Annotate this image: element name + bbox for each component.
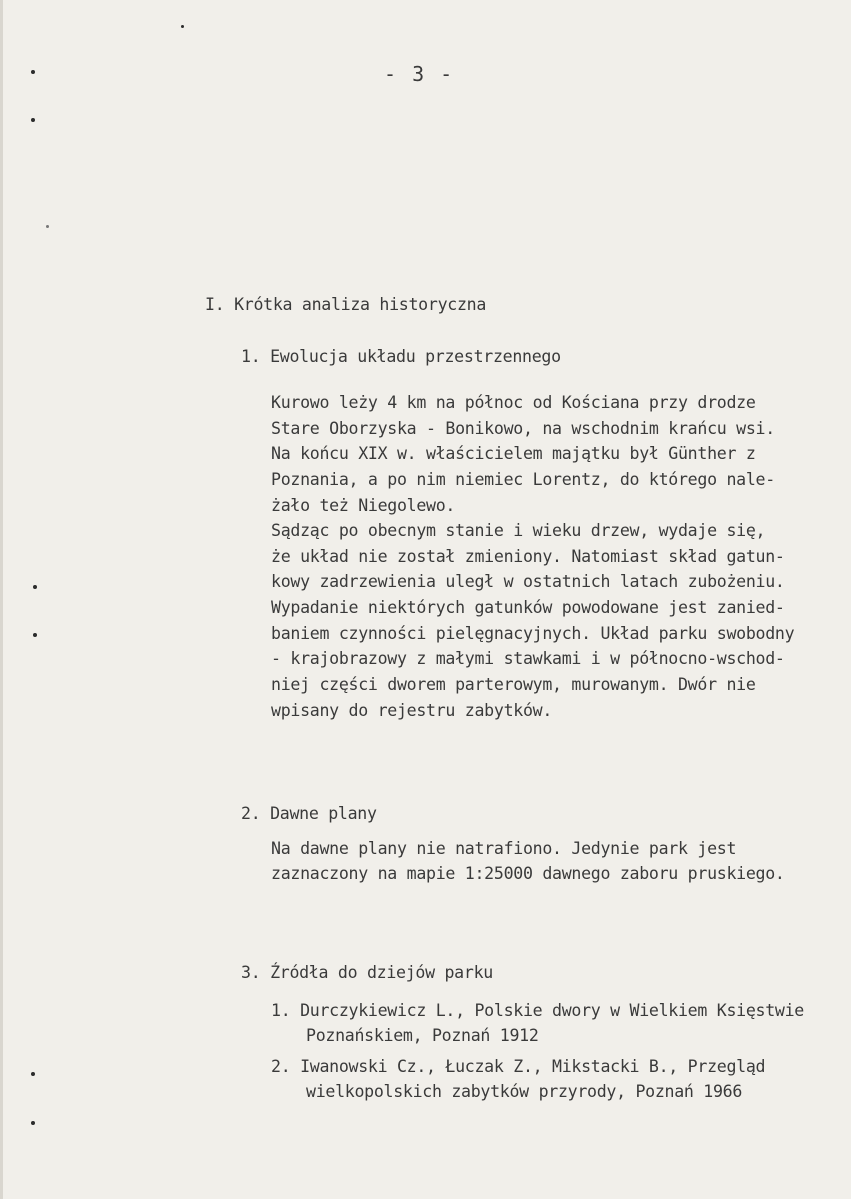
paragraph-line: Poznania, a po nim niemiec Lorentz, do którego nale- [271,470,775,489]
source-item-line: Poznańskiem, Poznań 1912 [306,1026,539,1045]
paragraph-line: Stare Oborzyska - Bonikowo, na wschodnim krańcu wsi. [271,419,775,438]
margin-mark [31,1121,35,1125]
subsection-title: 1. Ewolucja układu przestrzennego [241,347,561,366]
margin-mark [33,585,37,589]
paragraph-line: zaznaczony na mapie 1:25000 dawnego zaboru pruskiego. [271,864,785,883]
margin-mark [46,225,49,228]
paragraph-line: niej części dworem parterowym, murowanym. Dwór nie [271,675,756,694]
source-item-line: wielkopolskich zabytków przyrody, Poznań 1966 [306,1082,743,1101]
paragraph-line: żało też Niegolewo. [271,496,456,515]
margin-mark [33,633,37,637]
paragraph-line: Na dawne plany nie natrafiono. Jedynie park jest [271,839,737,858]
margin-mark [31,70,35,74]
margin-mark [181,25,184,28]
paragraph-line: Na końcu XIX w. właścicielem majątku był Günther z [271,444,756,463]
source-item-line: 2. Iwanowski Cz., Łuczak Z., Mikstacki B., Przegląd [271,1057,766,1076]
paragraph-line: Sądząc po obecnym stanie i wieku drzew, wydaje się, [271,521,766,540]
paragraph-line: baniem czynności pielęgnacyjnych. Układ parku swobodny [271,624,795,643]
source-item-line: 1. Durczykiewicz L., Polskie dwory w Wielkiem Księstwie [271,1001,804,1020]
subsection-title: 2. Dawne plany [241,804,377,823]
page-edge [0,0,3,1199]
margin-mark [31,118,35,122]
subsection-title: 3. Źródła do dziejów parku [241,963,493,982]
paragraph-line: Kurowo leży 4 km na północ od Kościana przy drodze [271,393,756,412]
section-heading: I. Krótka analiza historyczna [205,295,487,314]
paragraph-line: Wypadanie niektórych gatunków powodowane jest zanied- [271,598,785,617]
paragraph-line: - krajobrazowy z małymi stawkami i w północno-wschod- [271,649,785,668]
page-number: - 3 - [384,62,455,86]
paragraph-line: kowy zadrzewienia uległ w ostatnich latach zubożeniu. [271,572,785,591]
paragraph-line: że układ nie został zmieniony. Natomiast skład gatun- [271,547,785,566]
margin-mark [31,1072,35,1076]
paragraph-line: wpisany do rejestru zabytków. [271,701,553,720]
